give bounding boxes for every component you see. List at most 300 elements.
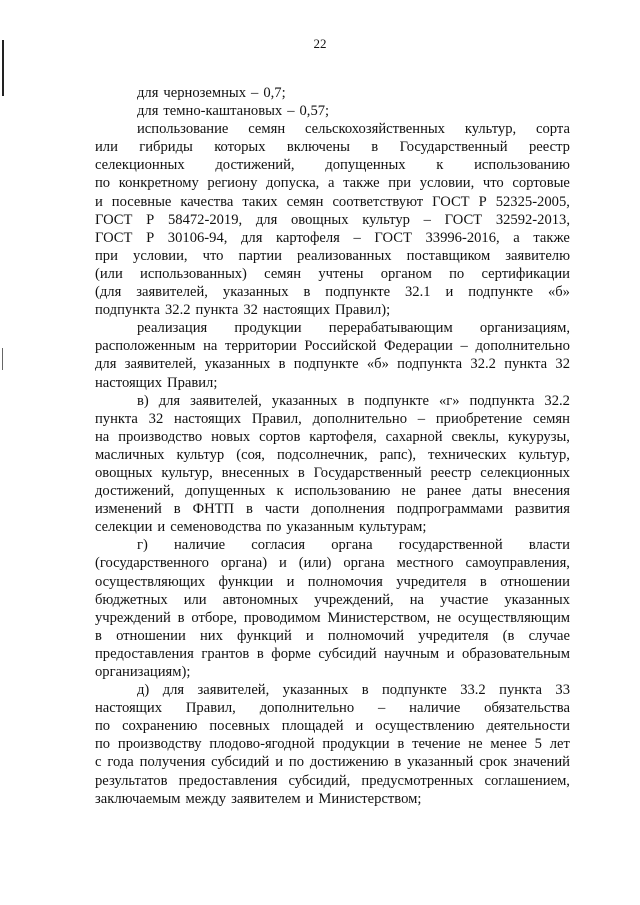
text-line bbox=[95, 518, 570, 536]
text-word: сортовые bbox=[512, 175, 570, 192]
text-word: для bbox=[137, 85, 159, 101]
text-word: производство bbox=[118, 428, 203, 445]
text-word: 32.1 bbox=[405, 284, 431, 301]
text-word: лет bbox=[549, 736, 570, 753]
text-word: (соя, bbox=[236, 446, 265, 463]
text-word: что bbox=[202, 247, 224, 264]
text-word: достижений, bbox=[95, 483, 175, 500]
text-word: ФНТП bbox=[192, 501, 235, 518]
text-word: Р bbox=[146, 211, 155, 228]
text-word: региону bbox=[207, 175, 258, 192]
text-word: подпункте bbox=[468, 284, 534, 301]
text-word: таких bbox=[242, 193, 278, 210]
text-word: и bbox=[157, 519, 166, 536]
text-word: даты bbox=[472, 483, 502, 500]
text-word: и bbox=[279, 555, 287, 572]
text-line bbox=[95, 699, 570, 717]
text-word: или bbox=[95, 139, 118, 156]
scan-edge-mark bbox=[2, 348, 3, 370]
text-word: «б» bbox=[366, 356, 389, 373]
text-word: настоящих bbox=[174, 410, 242, 427]
text-word: отношении bbox=[500, 573, 570, 590]
text-word: условии, bbox=[133, 247, 188, 264]
text-word: заявителю bbox=[505, 247, 570, 264]
text-line bbox=[95, 156, 570, 174]
text-word: заявителей, bbox=[136, 284, 208, 301]
text-word: семян bbox=[264, 265, 302, 282]
text-word: полномочия bbox=[307, 573, 383, 590]
text-word: поставщиком bbox=[406, 247, 491, 264]
text-word: учреждений bbox=[95, 609, 171, 626]
text-word: Р bbox=[478, 193, 487, 210]
text-word: для bbox=[137, 103, 159, 120]
text-line bbox=[95, 319, 570, 337]
text-word: на bbox=[95, 428, 110, 445]
text-word: реализация bbox=[137, 320, 208, 337]
text-word: отношении bbox=[116, 627, 186, 644]
text-word: картофеля bbox=[276, 229, 340, 246]
text-word: указанным bbox=[286, 519, 354, 536]
text-word: ГОСТ bbox=[432, 193, 470, 210]
text-word: внесения bbox=[512, 483, 570, 500]
document-body bbox=[95, 84, 570, 808]
text-word: 33.2 bbox=[460, 682, 486, 699]
text-word: реестр bbox=[528, 139, 570, 156]
text-word: новых bbox=[211, 428, 251, 445]
text-word: подпункте bbox=[293, 356, 359, 373]
text-word: семеноводства bbox=[170, 519, 262, 536]
text-word: и bbox=[445, 284, 454, 301]
text-word: не bbox=[436, 609, 452, 626]
text-word: использование bbox=[137, 121, 229, 138]
text-line bbox=[95, 84, 570, 102]
text-word: по bbox=[95, 736, 111, 753]
text-word: сахарной bbox=[385, 428, 443, 445]
text-word: развития bbox=[514, 501, 570, 518]
text-word: 32 bbox=[555, 356, 570, 373]
text-word: продукции bbox=[322, 736, 390, 753]
text-word: а bbox=[513, 229, 520, 246]
text-word: менее bbox=[490, 736, 527, 753]
text-word: образовательным bbox=[462, 645, 570, 662]
text-word: на bbox=[203, 338, 218, 355]
text-word: подпункте bbox=[382, 682, 447, 699]
text-word: подпункта bbox=[469, 392, 535, 409]
text-line bbox=[95, 337, 570, 355]
text-word: также bbox=[343, 175, 380, 192]
text-word: для bbox=[95, 356, 117, 373]
text-word: овощных bbox=[291, 211, 349, 228]
text-word: указанных bbox=[222, 284, 289, 301]
text-word: и bbox=[355, 718, 364, 735]
text-line bbox=[95, 392, 570, 410]
text-line bbox=[95, 591, 570, 609]
text-word: (для bbox=[95, 284, 122, 301]
text-line bbox=[95, 211, 570, 229]
text-word: учреждений, bbox=[314, 591, 394, 608]
text-word: заявителей, bbox=[124, 356, 197, 373]
text-word: внесенных bbox=[221, 464, 289, 481]
text-word: заявителей, bbox=[197, 682, 270, 699]
text-word: и bbox=[286, 573, 295, 590]
text-word: года bbox=[107, 754, 134, 771]
text-line bbox=[95, 500, 570, 518]
text-word: в bbox=[479, 573, 487, 590]
text-word: (или bbox=[95, 265, 123, 282]
text-line bbox=[95, 627, 570, 645]
text-word: посевные bbox=[111, 193, 172, 210]
text-word: ГОСТ bbox=[95, 211, 133, 228]
text-word: масличных bbox=[95, 446, 165, 463]
text-word: при bbox=[95, 247, 118, 264]
text-line bbox=[95, 102, 570, 120]
text-word: 32 bbox=[148, 410, 164, 427]
text-word: получения bbox=[139, 754, 206, 771]
text-word: селекционных bbox=[480, 464, 570, 481]
text-word: сортов bbox=[259, 428, 301, 445]
text-word: использованию bbox=[474, 157, 570, 174]
text-word: кукурузы, bbox=[507, 428, 570, 445]
text-word: указанных bbox=[204, 356, 271, 373]
text-word: настоящих bbox=[262, 302, 330, 319]
text-word: и bbox=[446, 645, 455, 662]
text-word: и bbox=[275, 754, 284, 771]
text-word: функций bbox=[237, 627, 292, 644]
text-word: автономных bbox=[222, 591, 299, 608]
text-word: органа bbox=[343, 555, 385, 572]
text-word: пункта bbox=[499, 682, 542, 699]
text-word: в bbox=[177, 609, 185, 626]
text-word: картофеля, bbox=[309, 428, 377, 445]
text-word: государственной bbox=[398, 537, 503, 554]
text-word: в bbox=[394, 754, 402, 771]
text-word: (или) bbox=[298, 555, 332, 572]
text-word: в bbox=[303, 284, 311, 301]
text-word: местного bbox=[396, 555, 454, 572]
text-word: подпункта bbox=[397, 356, 463, 373]
text-word: осуществляющих bbox=[95, 573, 206, 590]
text-word: с bbox=[95, 754, 102, 771]
text-word: случае bbox=[528, 627, 570, 644]
text-word: указанных bbox=[271, 392, 338, 409]
text-word: изменений bbox=[95, 501, 162, 518]
text-word: допуска, bbox=[266, 175, 320, 192]
text-line bbox=[95, 355, 570, 373]
text-word: для bbox=[162, 682, 185, 699]
text-word: учредителя bbox=[396, 573, 467, 590]
text-word: культур, bbox=[464, 121, 517, 138]
text-word: для bbox=[255, 211, 278, 228]
text-word: Правил; bbox=[167, 374, 218, 391]
text-line bbox=[95, 609, 570, 627]
text-line bbox=[95, 374, 570, 392]
text-word: к bbox=[436, 157, 444, 174]
text-word: 32 bbox=[243, 302, 258, 319]
text-word: Государственный bbox=[313, 464, 422, 481]
text-word: селекции bbox=[95, 519, 153, 536]
text-word: посевных bbox=[209, 718, 270, 735]
text-word: научным bbox=[384, 645, 440, 662]
text-word: которых bbox=[214, 139, 266, 156]
text-word: отборе, bbox=[191, 609, 237, 626]
text-word: 5 bbox=[534, 736, 542, 753]
text-word: семян bbox=[248, 121, 286, 138]
text-word: использованных) bbox=[140, 265, 247, 282]
text-line bbox=[95, 772, 570, 790]
text-word: течение bbox=[412, 736, 461, 753]
text-word: 32.2 bbox=[164, 302, 191, 319]
text-line bbox=[95, 120, 570, 138]
text-word: по bbox=[449, 265, 465, 282]
text-word: указанных bbox=[504, 591, 570, 608]
text-line bbox=[95, 229, 570, 247]
text-line bbox=[95, 464, 570, 482]
text-word: органом bbox=[380, 265, 432, 282]
text-word: культур, bbox=[518, 446, 570, 463]
text-word: условии, bbox=[419, 175, 475, 192]
text-word: соответствуют bbox=[332, 193, 424, 210]
text-word: Федерации bbox=[383, 338, 453, 355]
text-word: настоящих bbox=[95, 700, 163, 717]
text-word: 33996-2016, bbox=[425, 229, 500, 246]
text-word: форме bbox=[271, 645, 311, 662]
text-word: при bbox=[388, 175, 412, 192]
text-word: качества bbox=[180, 193, 234, 210]
text-word: – bbox=[353, 229, 361, 246]
text-word: селекционных bbox=[95, 157, 185, 174]
text-word: пункта bbox=[195, 302, 239, 319]
text-word: ГОСТ bbox=[374, 229, 412, 246]
text-line bbox=[95, 735, 570, 753]
text-word: результатов bbox=[95, 772, 168, 789]
text-word: д) bbox=[137, 682, 150, 699]
text-word: 58472-2019, bbox=[167, 211, 243, 228]
text-word: наличие bbox=[409, 700, 461, 717]
text-word: темно-каштановых bbox=[163, 103, 283, 120]
text-line bbox=[95, 193, 570, 211]
page-number: 22 bbox=[313, 36, 327, 51]
text-line bbox=[95, 790, 570, 808]
text-word: соглашением, bbox=[484, 772, 570, 789]
text-word: 32592-2013, bbox=[495, 211, 570, 228]
text-word: сертификации bbox=[481, 265, 570, 282]
text-word: подпрограммами bbox=[396, 501, 503, 518]
text-word: указанный bbox=[407, 754, 474, 771]
text-word: 33 bbox=[555, 682, 570, 699]
text-word: культур bbox=[176, 446, 225, 463]
text-word: в) bbox=[137, 392, 149, 409]
text-line bbox=[95, 138, 570, 156]
text-word: учредителя bbox=[418, 627, 489, 644]
text-word: в bbox=[297, 464, 305, 481]
text-word: бюджетных bbox=[95, 591, 168, 608]
text-word: (в bbox=[502, 627, 515, 644]
text-word: них bbox=[199, 627, 223, 644]
text-word: свеклы, bbox=[451, 428, 500, 445]
text-word: срок bbox=[479, 754, 508, 771]
text-word: не bbox=[468, 736, 483, 753]
text-word: и bbox=[95, 193, 103, 210]
text-word: Правил, bbox=[251, 410, 302, 427]
text-word: 32.2 bbox=[544, 392, 570, 409]
text-word: по bbox=[95, 718, 111, 735]
text-word: – bbox=[417, 410, 426, 427]
text-word: Правил, bbox=[185, 700, 236, 717]
text-word: «г» bbox=[438, 392, 460, 409]
text-word: перерабатывающим bbox=[328, 320, 453, 337]
text-word: по bbox=[288, 754, 304, 771]
text-word: по bbox=[266, 519, 282, 536]
text-line bbox=[95, 753, 570, 771]
text-word: части bbox=[264, 501, 300, 518]
text-word: согласия bbox=[251, 537, 306, 554]
text-word: подпункте bbox=[364, 392, 429, 409]
text-word: достижений, bbox=[215, 157, 295, 174]
text-word: наличие bbox=[174, 537, 226, 554]
text-word: подпункте bbox=[325, 284, 391, 301]
text-word: по bbox=[95, 175, 111, 192]
text-line bbox=[95, 428, 570, 446]
text-word: учтены bbox=[318, 265, 364, 282]
text-word: или bbox=[183, 591, 207, 608]
text-word: дополнительно bbox=[475, 338, 570, 355]
text-word: 0,57; bbox=[299, 103, 330, 120]
text-word: осуществляющим bbox=[457, 609, 570, 626]
text-word: реестр bbox=[430, 464, 472, 481]
text-word: Российской bbox=[304, 338, 377, 355]
text-word: власти bbox=[528, 537, 570, 554]
text-word: «б» bbox=[547, 284, 570, 301]
text-word: конкретному bbox=[118, 175, 199, 192]
text-word: осуществлению bbox=[375, 718, 475, 735]
text-word: самоуправления, bbox=[465, 555, 570, 572]
text-word: грантов bbox=[201, 645, 250, 662]
text-word: заключаемым bbox=[95, 790, 181, 807]
text-word: для bbox=[158, 392, 181, 409]
text-word: Министерством; bbox=[318, 790, 422, 807]
text-word: рапс), bbox=[379, 446, 417, 463]
text-line bbox=[95, 482, 570, 500]
text-word: в bbox=[246, 501, 253, 518]
text-word: а bbox=[327, 175, 335, 192]
text-word: в bbox=[347, 392, 355, 409]
text-word: допущенных bbox=[185, 483, 266, 500]
text-word: производству bbox=[117, 736, 202, 753]
text-line bbox=[95, 301, 570, 319]
text-word: что bbox=[482, 175, 504, 192]
text-word: субсидий bbox=[211, 754, 270, 771]
text-word: партии bbox=[238, 247, 282, 264]
text-word: между bbox=[185, 790, 227, 807]
text-word: дополнительно bbox=[312, 410, 408, 427]
text-line bbox=[95, 410, 570, 428]
text-word: продукции bbox=[234, 320, 302, 337]
text-word: – bbox=[378, 700, 386, 717]
text-word: в bbox=[397, 736, 405, 753]
text-word: пункта bbox=[95, 410, 138, 427]
text-line bbox=[95, 265, 570, 283]
text-word: обязательства bbox=[484, 700, 570, 717]
text-word: и bbox=[305, 627, 314, 644]
text-word: культур, bbox=[161, 464, 213, 481]
text-word: предусмотренных bbox=[361, 772, 474, 789]
text-word: ГОСТ bbox=[95, 229, 133, 246]
text-line bbox=[95, 573, 570, 591]
text-line bbox=[95, 283, 570, 301]
text-word: проводимом bbox=[243, 609, 321, 626]
text-word: участие bbox=[440, 591, 489, 608]
text-word: не bbox=[401, 483, 416, 500]
text-word: 30106-94, bbox=[167, 229, 228, 246]
text-word: гибриды bbox=[139, 139, 193, 156]
text-word: заявителей, bbox=[190, 392, 262, 409]
text-word: достижению bbox=[309, 754, 389, 771]
text-word: плодово-ягодной bbox=[209, 736, 315, 753]
text-word: – bbox=[251, 85, 259, 101]
text-word: в bbox=[173, 501, 181, 518]
text-word: семян bbox=[533, 410, 570, 427]
text-word: включены bbox=[286, 139, 350, 156]
text-word: культурам; bbox=[358, 519, 427, 536]
text-word: полномочий bbox=[327, 627, 405, 644]
text-word: – bbox=[287, 103, 295, 120]
text-word: (государственного bbox=[95, 555, 209, 572]
text-word: сохранению bbox=[122, 718, 198, 735]
text-word: овощных bbox=[95, 464, 153, 481]
text-word: деятельности bbox=[486, 718, 570, 735]
text-word: предоставления bbox=[95, 645, 194, 662]
text-word: настоящих bbox=[95, 374, 163, 391]
text-word: черноземных bbox=[163, 85, 247, 101]
text-word: Министерством, bbox=[327, 609, 431, 626]
text-line bbox=[95, 247, 570, 265]
text-word: приобретение bbox=[435, 410, 523, 427]
text-line bbox=[95, 174, 570, 192]
text-word: субсидий, bbox=[288, 772, 351, 789]
text-line bbox=[95, 446, 570, 464]
text-word: субсидий bbox=[318, 645, 377, 662]
text-word: использованию bbox=[294, 483, 391, 500]
text-word: организациям); bbox=[95, 664, 191, 680]
text-line bbox=[95, 645, 570, 663]
text-word: в bbox=[371, 139, 379, 156]
text-word: Правил); bbox=[335, 302, 391, 319]
text-line bbox=[95, 663, 570, 681]
text-word: ГОСТ bbox=[444, 211, 483, 228]
text-word: организациям, bbox=[479, 320, 570, 337]
text-word: культур bbox=[362, 211, 410, 228]
text-word: Р bbox=[146, 229, 155, 246]
text-word: к bbox=[276, 483, 284, 500]
text-word: значений bbox=[513, 754, 570, 771]
text-word: в bbox=[95, 627, 102, 644]
text-word: – bbox=[460, 338, 468, 355]
text-word: 0,7; bbox=[263, 85, 286, 101]
text-word: подпункта bbox=[95, 302, 160, 319]
text-word: семян bbox=[286, 193, 324, 210]
text-word: сорта bbox=[536, 121, 570, 138]
text-line bbox=[95, 536, 570, 554]
text-word: подсолнечник, bbox=[277, 446, 368, 463]
text-word: в bbox=[361, 682, 369, 699]
text-line bbox=[95, 717, 570, 735]
text-word: пункта bbox=[504, 356, 548, 373]
text-word: также bbox=[533, 229, 570, 246]
text-word: указанных bbox=[282, 682, 349, 699]
text-word: дополнительно bbox=[259, 700, 355, 717]
text-word: допущенных bbox=[325, 157, 406, 174]
text-word: в bbox=[256, 645, 264, 662]
